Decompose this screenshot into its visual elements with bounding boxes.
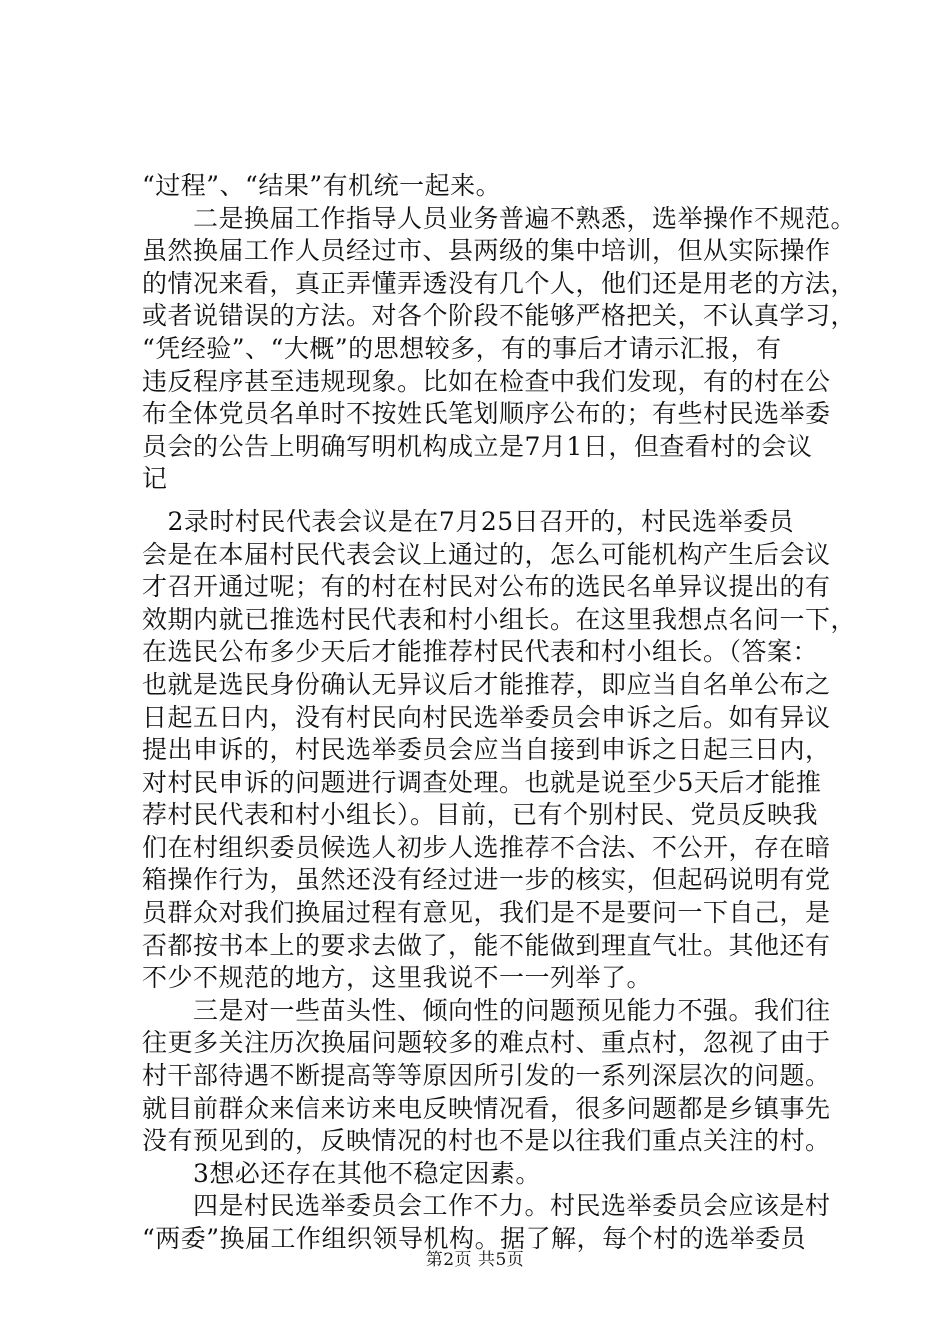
text-line: 在选民公布多少天后才能推荐村民代表和村小组长。（答案： xyxy=(142,637,819,667)
text-line: 荐村民代表和村小组长）。目前，已有个别村民、党员反映我 xyxy=(142,800,819,830)
text-line: “凭经验”、“大概”的思想较多，有的事后才请示汇报，有 xyxy=(142,333,782,363)
text-line: 3想必还存在其他不稳定因素。 xyxy=(142,1158,541,1188)
text-line: 们在村组织委员候选人初步人选推荐不合法、不公开，存在暗 xyxy=(142,832,831,862)
text-line: 对村民申诉的问题进行调查处理。也就是说至少5天后才能推 xyxy=(142,767,822,797)
text-line: 的情况来看，真正弄懂弄透没有几个人，他们还是用老的方法， xyxy=(142,268,857,298)
text-line: 箱操作行为，虽然还没有经过进一步的核实，但起码说明有党 xyxy=(142,865,831,895)
text-line: 没有预见到的，反映情况的村也不是以往我们重点关注的村。 xyxy=(142,1126,831,1156)
text-line: 才召开通过呢；有的村在村民对公布的选民名单异议提出的有 xyxy=(142,572,831,602)
document-body xyxy=(142,170,857,1256)
text-line: 员会的公告上明确写明机构成立是7月1日，但查看村的会议 xyxy=(142,431,813,461)
text-line: 不少不规范的地方，这里我说不一一列举了。 xyxy=(142,963,653,993)
text-line: 也就是选民身份确认无异议后才能推荐，即应当自名单公布之 xyxy=(142,669,831,699)
text-line: 会是在本届村民代表会议上通过的，怎么可能机构产生后会议 xyxy=(142,539,831,569)
text-line: 或者说错误的方法。对各个阶段不能够严格把关，不认真学习， xyxy=(142,301,857,331)
page-number-label: 第2页 共5页 xyxy=(425,1250,525,1270)
text-line: 日起五日内，没有村民向村民选举委员会申诉之后。如有异议 xyxy=(142,702,831,732)
text-line: 2录时村民代表会议是在7月25日召开的，村民选举委员 xyxy=(142,506,795,536)
text-line: 提出申诉的，村民选举委员会应当自接到申诉之日起三日内， xyxy=(142,735,831,765)
text-line: 违反程序甚至违规现象。比如在检查中我们发现，有的村在公 xyxy=(142,366,831,396)
text-line: 效期内就已推选村民代表和村小组长。在这里我想点名问一下， xyxy=(142,604,857,634)
paragraph-gap xyxy=(142,496,832,506)
text-line: 记 xyxy=(142,464,168,494)
text-line: 布全体党员名单时不按姓氏笔划顺序公布的；有些村民选举委 xyxy=(142,399,831,429)
text-line: 否都按书本上的要求去做了，能不能做到理直气壮。其他还有 xyxy=(142,930,831,960)
text-line: “两委”换届工作组织领导机构。据了解，每个村的选举委员 xyxy=(142,1224,807,1253)
text-line: 四是村民选举委员会工作不力。村民选举委员会应该是村 xyxy=(142,1191,831,1221)
text-line: 虽然换届工作人员经过市、县两级的集中培训，但从实际操作 xyxy=(142,236,831,266)
text-line: 二是换届工作指导人员业务普遍不熟悉，选举操作不规范。 xyxy=(142,203,857,233)
text-line: 往更多关注历次换届问题较多的难点村、重点村，忽视了由于 xyxy=(142,1028,831,1058)
text-line: 三是对一些苗头性、倾向性的问题预见能力不强。我们往 xyxy=(142,995,831,1025)
text-line: 村干部待遇不断提高等等原因所引发的一系列深层次的问题。 xyxy=(142,1061,831,1091)
text-line: 员群众对我们换届过程有意见，我们是不是要问一下自己，是 xyxy=(142,898,831,928)
text-line: “过程”、“结果”有机统一起来。 xyxy=(142,171,502,200)
page-footer xyxy=(0,1245,950,1270)
text-line: 就目前群众来信来访来电反映情况看，很多问题都是乡镇事先 xyxy=(142,1093,831,1123)
